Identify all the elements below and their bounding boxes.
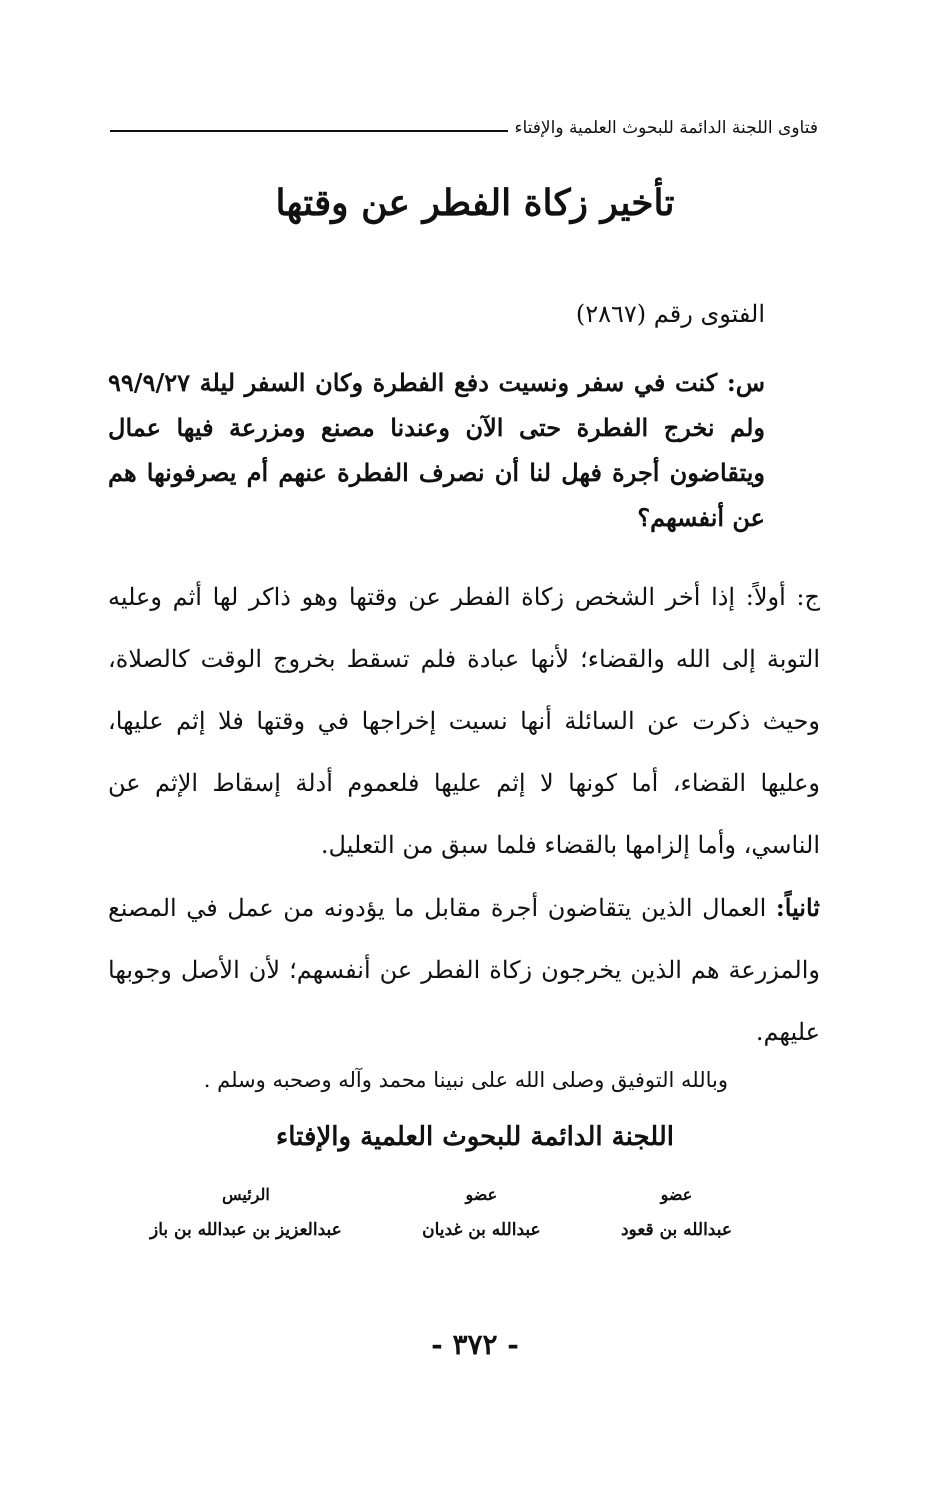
committee-name: اللجنة الدائمة للبحوث العلمية والإفتاء	[276, 1122, 674, 1152]
answer-part-2-label: ثانياً:	[775, 893, 820, 922]
signature-member-2	[422, 1185, 541, 1240]
running-header-title: فتاوى اللجنة الدائمة للبحوث العلمية والإفتاء	[514, 118, 818, 138]
signature-name: عبدالله بن غديان	[422, 1220, 541, 1240]
answer-part-2-text: العمال الذين يتقاضون أجرة مقابل ما يؤدونه من عمل في المصنع والمزرعة هم الذين يخرجون زكاة الفطر عن أنفسهم؛ لأن الأصل وجوبها عليهم.	[108, 894, 820, 1046]
fatwa-number: الفتوى رقم (٢٨٦٧)	[575, 300, 765, 328]
signature-role: الرئيس	[221, 1185, 270, 1204]
fatwa-title: تأخير زكاة الفطر عن وقتها	[275, 182, 675, 224]
signature-role: عضو	[660, 1185, 693, 1204]
running-header	[110, 118, 818, 138]
question-text: س: كنت في سفر ونسيت دفع الفطرة وكان السفر ليلة ٩٩/٩/٢٧ ولم نخرج الفطرة حتى الآن وعندنا مصنع ومزرعة فيها عمال ويتقاضون أجرة فهل لنا أن نصرف الفطرة عنهم أم يصرفونها هم عن أنفسهم؟	[108, 368, 765, 532]
signature-name: عبدالله بن قعود	[620, 1220, 732, 1240]
signature-name: عبدالعزيز بن عبدالله بن باز	[150, 1220, 342, 1240]
header-rule	[110, 130, 508, 132]
signature-block	[150, 1185, 732, 1240]
answer-part-1: ج: أولاً: إذا أخر الشخص زكاة الفطر عن وقتها وهو ذاكر لها أثم وعليه التوبة إلى الله والقضاء؛ لأنها عبادة فلم تسقط بخروج الوقت كالصلاة، وحيث ذكرت عن السائلة أنها نسيت إخراجها في وقتها فلا إثم عليها، وعليها القضاء، أما كونها لا إثم عليها فلعموم أدلة إسقاط الإثم عن الناسي، وأما إلزامها بالقضاء فلما سبق من التعليل.	[108, 583, 820, 859]
closing-prayer: وبالله التوفيق وصلى الله على نبينا محمد وآله وصحبه وسلم .	[203, 1068, 728, 1092]
signature-role: عضو	[465, 1185, 498, 1204]
signature-president	[150, 1185, 342, 1240]
signature-member-1	[621, 1185, 732, 1240]
page-number: - ٣٧٢ -	[431, 1328, 519, 1361]
answer-part-2	[108, 877, 820, 1063]
